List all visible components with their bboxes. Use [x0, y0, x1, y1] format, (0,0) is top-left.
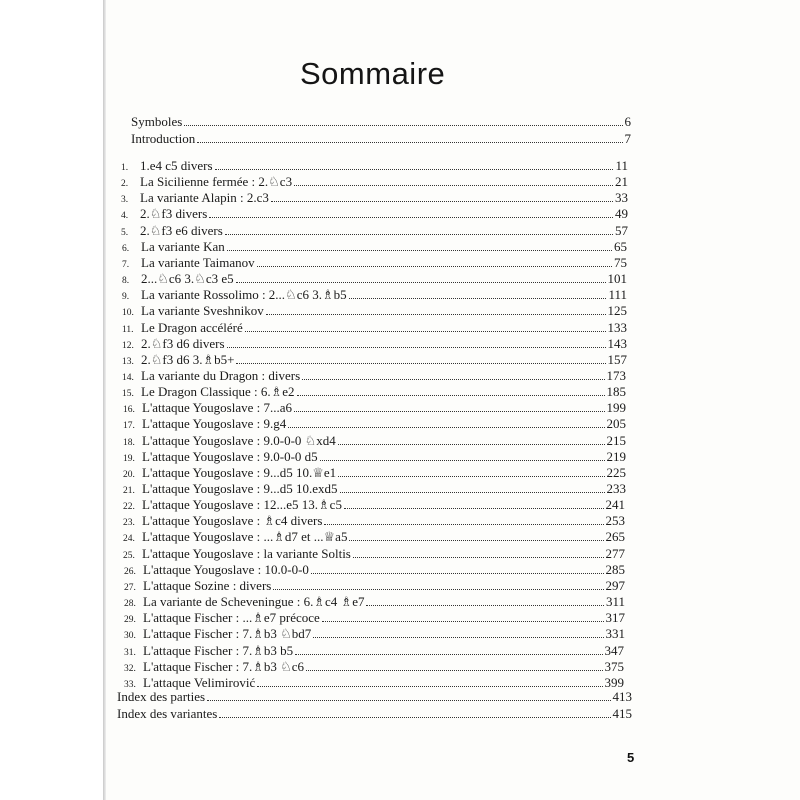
toc-entry-number: 26. — [124, 566, 136, 577]
toc-entry-page: 111 — [608, 287, 627, 303]
toc-entry — [124, 642, 624, 658]
toc-entry-page: 265 — [605, 529, 625, 545]
toc-entry — [122, 302, 627, 318]
toc-dot-leader — [353, 557, 604, 558]
toc-entry-label: L'attaque Yougoslave : la variante Soltis — [142, 545, 351, 561]
toc-entry-page: 241 — [605, 497, 625, 513]
toc-dot-leader — [273, 589, 603, 590]
toc-entry-number: 8. — [122, 276, 130, 287]
toc-entry-label: L'attaque Fischer : 7.♗b3 ♘c6 — [143, 658, 305, 674]
toc-entry-label: La variante Rossolimo : 2...♘c6 3.♗b5 — [141, 287, 347, 303]
toc-entry-page: 331 — [605, 626, 625, 642]
toc-entry-number: 13. — [122, 356, 134, 367]
toc-dot-leader — [209, 217, 613, 218]
toc-entry-number: 2. — [121, 179, 129, 190]
toc-entry — [123, 528, 625, 544]
toc-entry-label: L'attaque Yougoslave : ♗c4 divers — [142, 513, 323, 529]
toc-dot-leader — [184, 125, 622, 126]
toc-entry — [122, 254, 627, 270]
toc-entry-number: 31. — [124, 647, 136, 658]
toc-entry-label: 2.♘f3 e6 divers — [140, 222, 223, 238]
toc-entry-page: 143 — [607, 335, 627, 351]
toc-entry-number: 32. — [124, 663, 136, 674]
page-number: 5 — [627, 750, 635, 765]
toc-entry-number: 19. — [123, 453, 135, 464]
toc-dot-leader — [197, 142, 622, 143]
toc-entry-number: 27. — [124, 582, 136, 593]
toc-entry-number: 10. — [122, 308, 134, 319]
toc-entry-label: L'attaque Fischer : ...♗e7 précoce — [143, 610, 320, 626]
toc-entry — [123, 399, 626, 415]
toc-entry — [124, 658, 624, 674]
toc-entry-page: 297 — [605, 577, 625, 593]
toc-entry-number: 7. — [122, 259, 130, 270]
toc-dot-leader — [322, 621, 604, 622]
toc-dot-leader — [313, 637, 603, 638]
toc-entry-page: 65 — [614, 238, 627, 254]
toc-entry-page: 413 — [612, 689, 632, 704]
toc-entry-page: 21 — [615, 174, 628, 190]
toc-entry-number: 28. — [124, 599, 136, 610]
toc-entry-number: 15. — [122, 389, 134, 400]
toc-entry-page: 6 — [624, 114, 631, 129]
toc-entry-page: 285 — [605, 561, 625, 577]
toc-dot-leader — [311, 573, 604, 574]
toc-entry — [124, 609, 625, 625]
toc-entry-label: L'attaque Sozine : divers — [143, 577, 272, 593]
toc-entry-label: L'attaque Yougoslave : 9.0-0-0 d5 — [142, 448, 318, 464]
toc-dot-leader — [227, 250, 612, 251]
toc-dot-leader — [297, 395, 605, 396]
toc-entry-number: 22. — [123, 502, 135, 513]
toc-entry-page: 125 — [607, 303, 627, 319]
toc-dot-leader — [294, 411, 604, 412]
toc-entry — [122, 367, 626, 383]
toc-dot-leader — [302, 379, 604, 380]
toc-entry-number: 21. — [123, 486, 135, 496]
toc-dot-leader — [245, 331, 606, 332]
toc-entry-number: 4. — [121, 211, 129, 222]
toc-entry-page: 399 — [604, 674, 624, 690]
toc-entry-number: 5. — [121, 227, 129, 238]
toc-entry-number: 11. — [122, 324, 134, 335]
toc-entry-number: 1. — [121, 163, 129, 173]
toc-entry-page: 157 — [607, 351, 627, 367]
toc-entry-label: La variante de Scheveningue : 6.♗c4 ♗e7 — [143, 594, 365, 610]
toc-dot-leader — [340, 492, 605, 493]
toc-entry — [131, 130, 631, 146]
toc-entry-page: 33 — [615, 190, 628, 206]
toc-entry-number: 33. — [124, 679, 136, 690]
toc-entry-number: 17. — [123, 421, 135, 432]
toc-dot-leader — [338, 444, 605, 445]
toc-dot-leader — [349, 540, 603, 541]
toc-dot-leader — [320, 460, 605, 461]
toc-entry — [122, 270, 627, 286]
toc-entry-page: 233 — [606, 481, 626, 496]
toc-dot-leader — [266, 314, 606, 315]
toc-entry-page: 57 — [615, 222, 628, 238]
toc-dot-leader — [366, 605, 603, 606]
toc-dot-leader — [236, 363, 605, 364]
toc-entry — [122, 319, 627, 335]
toc-entry-label: La variante du Dragon : divers — [141, 367, 301, 383]
toc-entry-page: 317 — [605, 610, 625, 626]
toc-entry-page: 11 — [615, 158, 628, 173]
toc-dot-leader — [225, 234, 613, 235]
toc-entry — [122, 286, 627, 302]
toc-entry — [123, 464, 626, 480]
toc-entry-number: 30. — [124, 631, 136, 642]
toc-entry-number: 3. — [121, 195, 129, 206]
toc-entry-page: 101 — [607, 271, 627, 287]
toc-entry-label: L'attaque Yougoslave : 9.0-0-0 ♘xd4 — [142, 432, 336, 448]
toc-entry-label: L'attaque Yougoslave : ...♗d7 et ...♕a5 — [142, 529, 348, 545]
toc-dot-leader — [294, 185, 613, 186]
toc-entry-page: 49 — [615, 206, 628, 222]
toc-dot-leader — [306, 670, 602, 671]
toc-entry — [122, 351, 627, 367]
toc-entry-page: 215 — [606, 432, 626, 448]
toc-dot-leader — [219, 717, 610, 718]
toc-entry-page: 205 — [606, 416, 626, 432]
toc-entry-page: 219 — [606, 448, 626, 464]
toc-entry-number: 20. — [123, 469, 135, 480]
toc-entry-label: La variante Kan — [141, 238, 225, 254]
toc-entry — [121, 189, 628, 205]
toc-dot-leader — [338, 476, 604, 477]
toc-entry-number: 24. — [123, 534, 135, 545]
toc-entry-label: La Sicilienne fermée : 2.♘c3 — [140, 174, 293, 190]
toc-entry — [124, 625, 625, 641]
page-title: Sommaire — [300, 56, 446, 91]
toc-entry-number: 16. — [123, 405, 135, 416]
toc-entry-label: L'attaque Fischer : 7.♗b3 b5 — [143, 642, 294, 658]
toc-entry-page: 199 — [606, 400, 626, 416]
toc-entry-label: L'attaque Yougoslave : 7...a6 — [142, 400, 293, 416]
toc-entry-number: 29. — [124, 615, 136, 626]
toc-entry — [124, 593, 625, 609]
toc-entry — [123, 480, 626, 496]
toc-entry-label: 2.♘f3 d6 3.♗b5+ — [141, 351, 235, 367]
toc-entry — [123, 545, 625, 561]
toc-entry — [123, 512, 625, 528]
toc-entry-page: 277 — [605, 545, 625, 561]
toc-entry — [121, 173, 628, 189]
toc-entry-number: 9. — [122, 292, 130, 303]
toc-entry — [124, 561, 625, 577]
toc-entry-label: Le Dragon accéléré — [141, 319, 243, 335]
toc-entry-page: 75 — [614, 254, 627, 270]
toc-entry-label: 2.♘f3 d6 divers — [141, 335, 225, 351]
toc-entry-label: Introduction — [131, 131, 196, 146]
toc-entry — [122, 335, 627, 351]
toc-entry-label: Index des variantes — [117, 706, 218, 721]
toc-entry — [131, 113, 631, 129]
toc-entry-label: La variante Alapin : 2.c3 — [140, 190, 269, 206]
toc-entry-number: 6. — [122, 243, 130, 254]
toc-entry-label: L'attaque Yougoslave : 9.g4 — [142, 416, 287, 432]
toc-entry-label: Le Dragon Classique : 6.♗e2 — [141, 384, 295, 400]
toc-entry-label: La variante Taimanov — [141, 254, 255, 270]
toc-entry-label: L'attaque Velimirović — [143, 674, 256, 690]
toc-entry-page: 173 — [606, 367, 626, 383]
toc-dot-leader — [227, 347, 606, 348]
toc-entry-number: 18. — [123, 437, 135, 448]
toc-dot-leader — [271, 201, 613, 202]
toc-dot-leader — [257, 266, 612, 267]
toc-entry — [122, 238, 627, 254]
toc-dot-leader — [257, 686, 602, 687]
toc-entry — [121, 222, 628, 238]
toc-entry — [123, 415, 626, 431]
toc-entry-number: 25. — [123, 550, 135, 561]
toc-entry-page: 375 — [604, 658, 624, 674]
toc-dot-leader — [295, 654, 602, 655]
toc-entry-label: L'attaque Yougoslave : 9...d5 10.♕e1 — [142, 464, 337, 480]
toc-entry — [117, 705, 632, 721]
toc-entry-page: 311 — [605, 594, 625, 610]
toc-entry-label: La variante Sveshnikov — [141, 303, 264, 319]
toc-entry — [123, 448, 626, 464]
toc-dot-leader — [324, 524, 603, 525]
toc-entry-number: 12. — [122, 340, 134, 351]
toc-dot-leader — [236, 282, 606, 283]
toc-entry-page: 415 — [612, 706, 632, 721]
toc-entry — [123, 496, 625, 512]
toc-entry-label: L'attaque Yougoslave : 9...d5 10.exd5 — [142, 481, 338, 496]
toc-entry-label: Symboles — [131, 114, 183, 129]
toc-entry — [124, 577, 625, 593]
toc-entry-label: 2.♘f3 divers — [140, 206, 208, 222]
toc-entry — [123, 432, 626, 448]
toc-entry-page: 225 — [606, 464, 626, 480]
toc-entry-label: L'attaque Yougoslave : 10.0-0-0 — [143, 561, 309, 577]
toc-entry-label: L'attaque Yougoslave : 12...e5 13.♗c5 — [142, 497, 342, 513]
toc-entry-page: 7 — [624, 131, 631, 146]
toc-entry-page: 253 — [605, 513, 625, 529]
toc-entry-label: 2...♘c6 3.♘c3 e5 — [141, 271, 234, 287]
toc-dot-leader — [288, 427, 604, 428]
toc-entry-page: 347 — [604, 642, 624, 658]
toc-entry — [121, 157, 628, 173]
toc-entry-page: 133 — [607, 319, 627, 335]
toc-entry — [121, 205, 628, 221]
toc-dot-leader — [344, 508, 604, 509]
toc-entry-number: 23. — [123, 518, 135, 529]
toc-entry-label: 1.e4 c5 divers — [140, 158, 213, 173]
toc-entry-label: L'attaque Fischer : 7.♗b3 ♘bd7 — [143, 626, 312, 642]
toc-entry-page: 185 — [606, 384, 626, 400]
toc-entry-label: Index des parties — [117, 689, 206, 704]
toc-dot-leader — [207, 700, 610, 701]
toc-entry — [122, 383, 626, 399]
toc-dot-leader — [349, 298, 607, 299]
toc-entry-number: 14. — [122, 372, 134, 383]
toc-dot-leader — [215, 169, 614, 170]
toc-entry — [117, 688, 632, 704]
